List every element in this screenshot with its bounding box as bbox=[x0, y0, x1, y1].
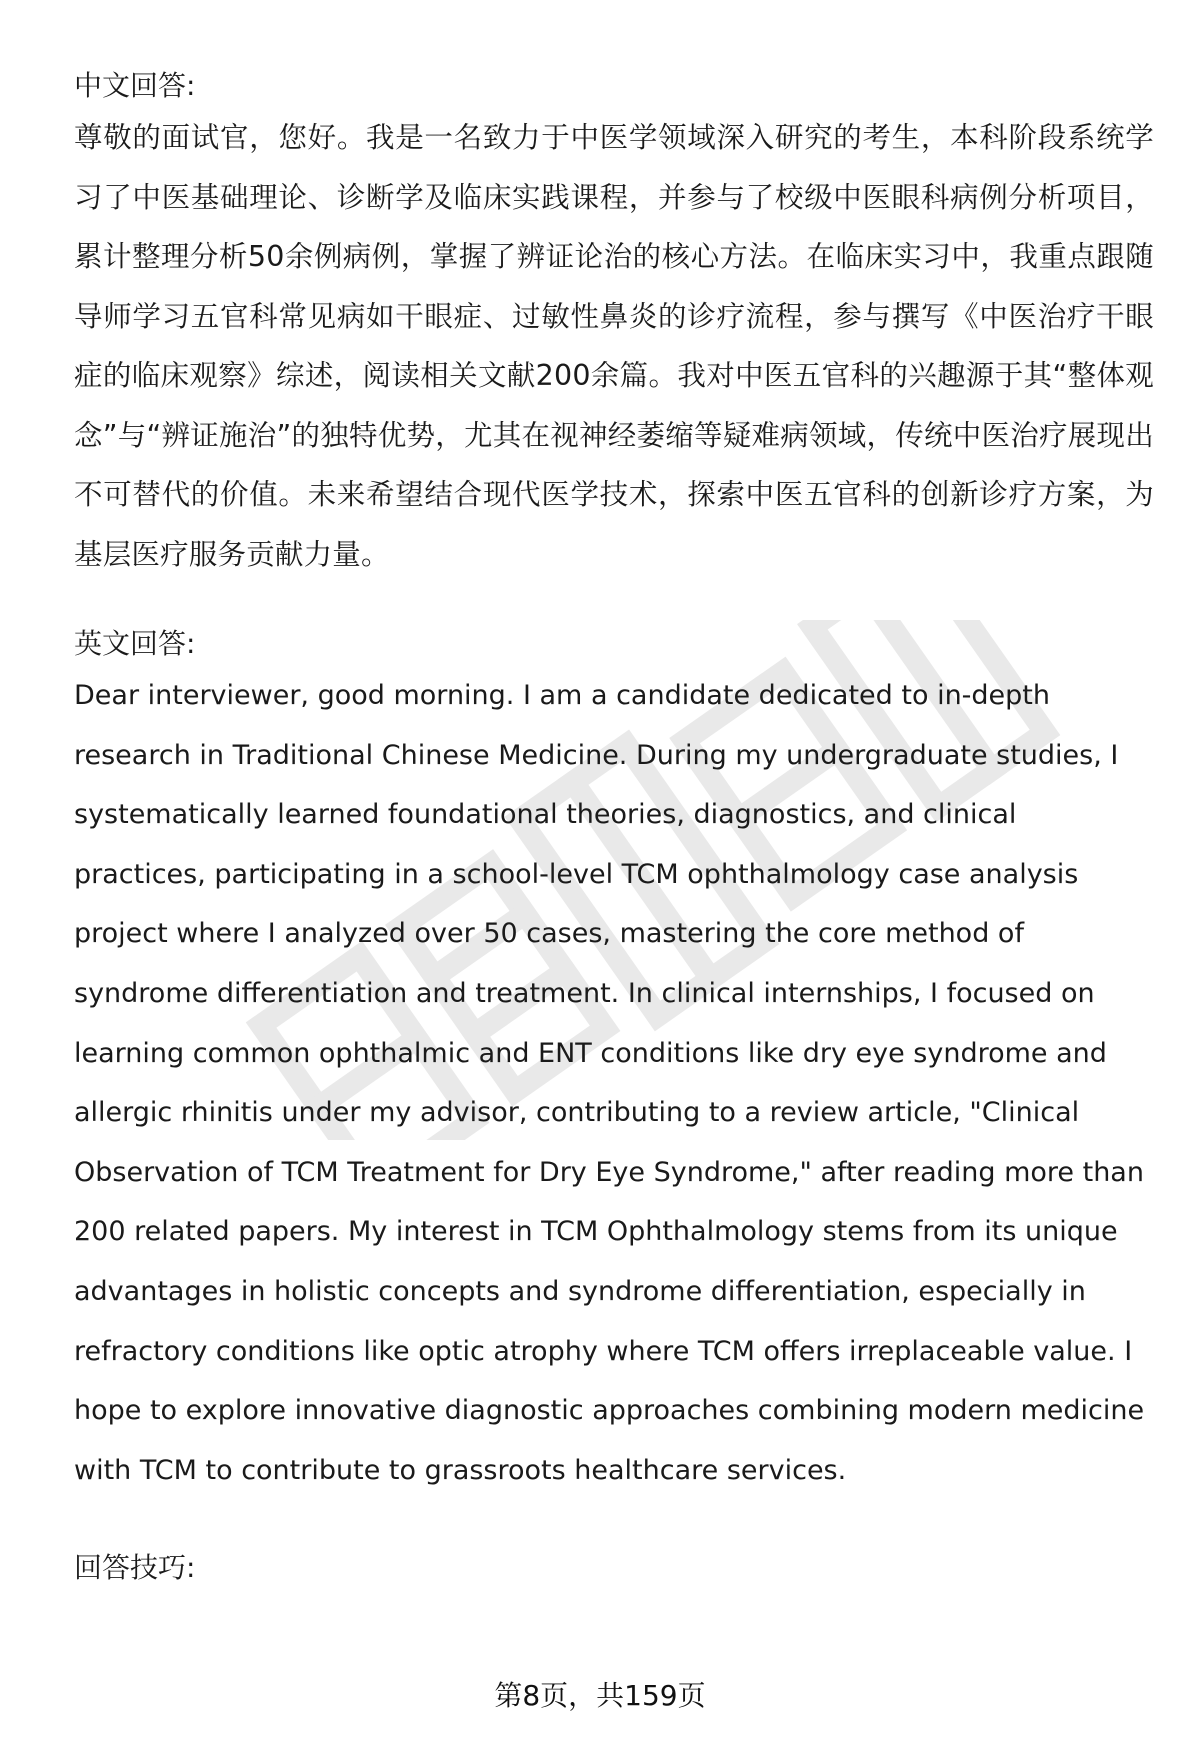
answer-tips-label: 回答技巧: bbox=[74, 1551, 196, 1585]
chinese-answer-text: 尊敬的面试官，您好。我是一名致力于中医学领域深入研究的考生，本科阶段系统学习了中医基础理论、诊断学及临床实践课程，并参与了校级中医眼科病例分析项目，累计整理分析50余例病例，掌握了辨证论治的核心方法。在临床实习中，我重点跟随导师学习五官科常见病如干眼症、过敏性鼻炎的诊疗流程，参与撰写《中医治疗干眼症的临床观察》综述，阅读相关文献200余篇。我对中医五官科的兴趣源于其“整体观念”与“辨证施治”的独特优势，尤其在视神经萎缩等疑难病领域，传统中医治疗展现出不可替代的价值。未来希望结合现代医学技术，探索中医五官科的创新诊疗方案，为基层医疗服务贡献力量。 bbox=[74, 121, 1154, 571]
chinese-answer-label: 中文回答: bbox=[74, 69, 196, 102]
english-answer-label: 英文回答: bbox=[74, 627, 196, 660]
english-answer-text: Dear interviewer, good morning. I am a candidate dedicated to in-depth research in Traditional Chinese Medicine. During my undergraduate studies, I systematically learned foundational theories, diagnostics, and clinical practices, participating in a school-level TCM ophthalmology case analysis project where I analyzed over 50 cases, mastering the core method of syndrome differentiation and treatment. In clinical internships, I focused on learning common ophthalmic and ENT conditions like dry eye syndrome and allergic rhinitis under my advisor, contributing to a review article, "Clinical Observation of TCM Treatment for Dry Eye Syndrome," after reading more than 200 related papers. My interest in TCM Ophthalmology stems from its unique advantages in holistic concepts and syndrome differentiation, especially in refractory conditions like optic atrophy where TCM offers irreplaceable value. I hope to explore innovative diagnostic approaches combining modern medicine with TCM to contribute to grassroots healthcare services. bbox=[74, 680, 1145, 1486]
section-spacer bbox=[74, 1500, 1154, 1546]
page-indicator: 第8页，共159页 bbox=[494, 1679, 706, 1712]
main-content bbox=[74, 64, 1154, 1590]
section-spacer bbox=[74, 584, 1154, 622]
